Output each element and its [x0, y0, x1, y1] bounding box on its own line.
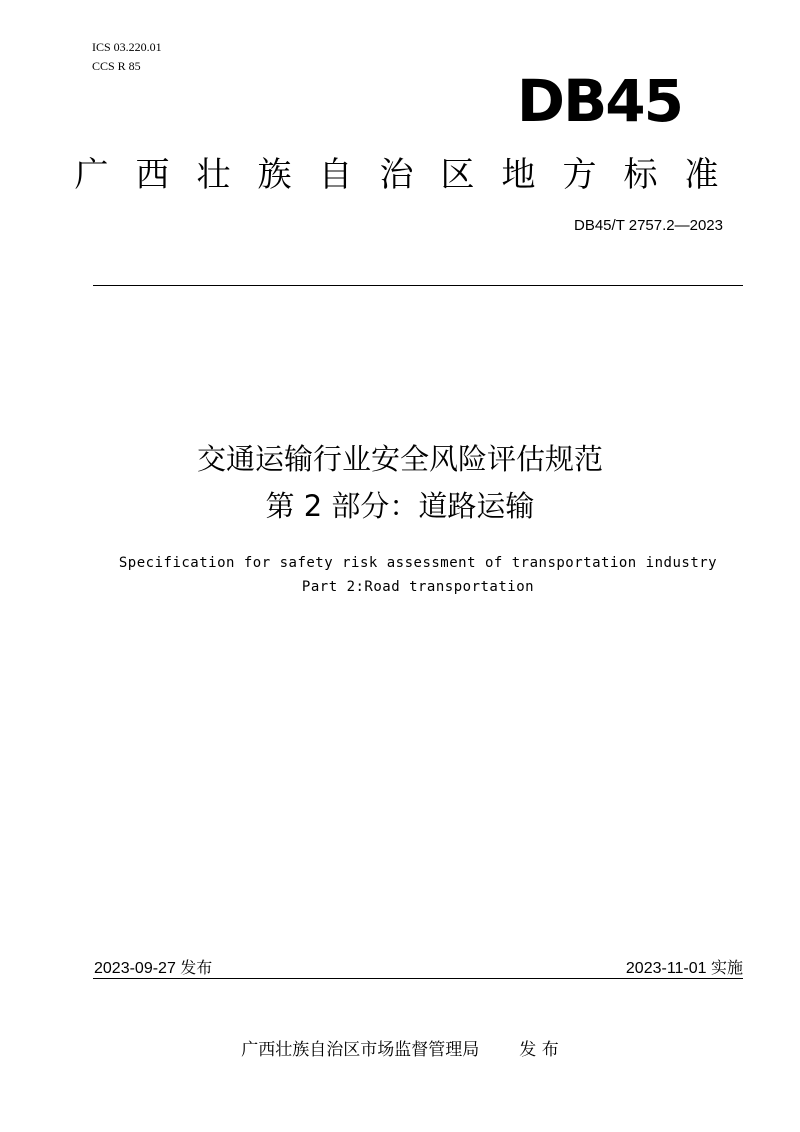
standard-number: DB45/T 2757.2—2023: [574, 217, 723, 234]
english-title-line2: Part 2:Road transportation: [301, 579, 535, 595]
ccs-code: CCS R 85: [92, 59, 141, 73]
implementation-date: 2023-11-01 实施: [625, 960, 743, 977]
footer-divider: [93, 978, 743, 979]
ics-code: ICS 03.220.01: [92, 40, 162, 54]
document-title-line1: 交通运输行业安全风险评估规范: [196, 442, 603, 476]
standard-type-heading: 广西壮族自治区地方标准: [74, 155, 746, 195]
header-divider: [93, 285, 743, 286]
publisher-line: [0, 1035, 800, 1060]
publish-action: 发 布: [519, 1040, 559, 1060]
db45-logo: DB45: [516, 67, 682, 135]
publisher-name: 广西壮族自治区市场监督管理局: [241, 1040, 480, 1060]
release-date: 2023-09-27 发布: [94, 960, 213, 977]
classification-codes: [92, 38, 162, 76]
document-title-line2: 第 2 部分：道路运输: [265, 489, 535, 523]
english-title-line1: Specification for safety risk assessment of transportation industry: [118, 555, 718, 571]
